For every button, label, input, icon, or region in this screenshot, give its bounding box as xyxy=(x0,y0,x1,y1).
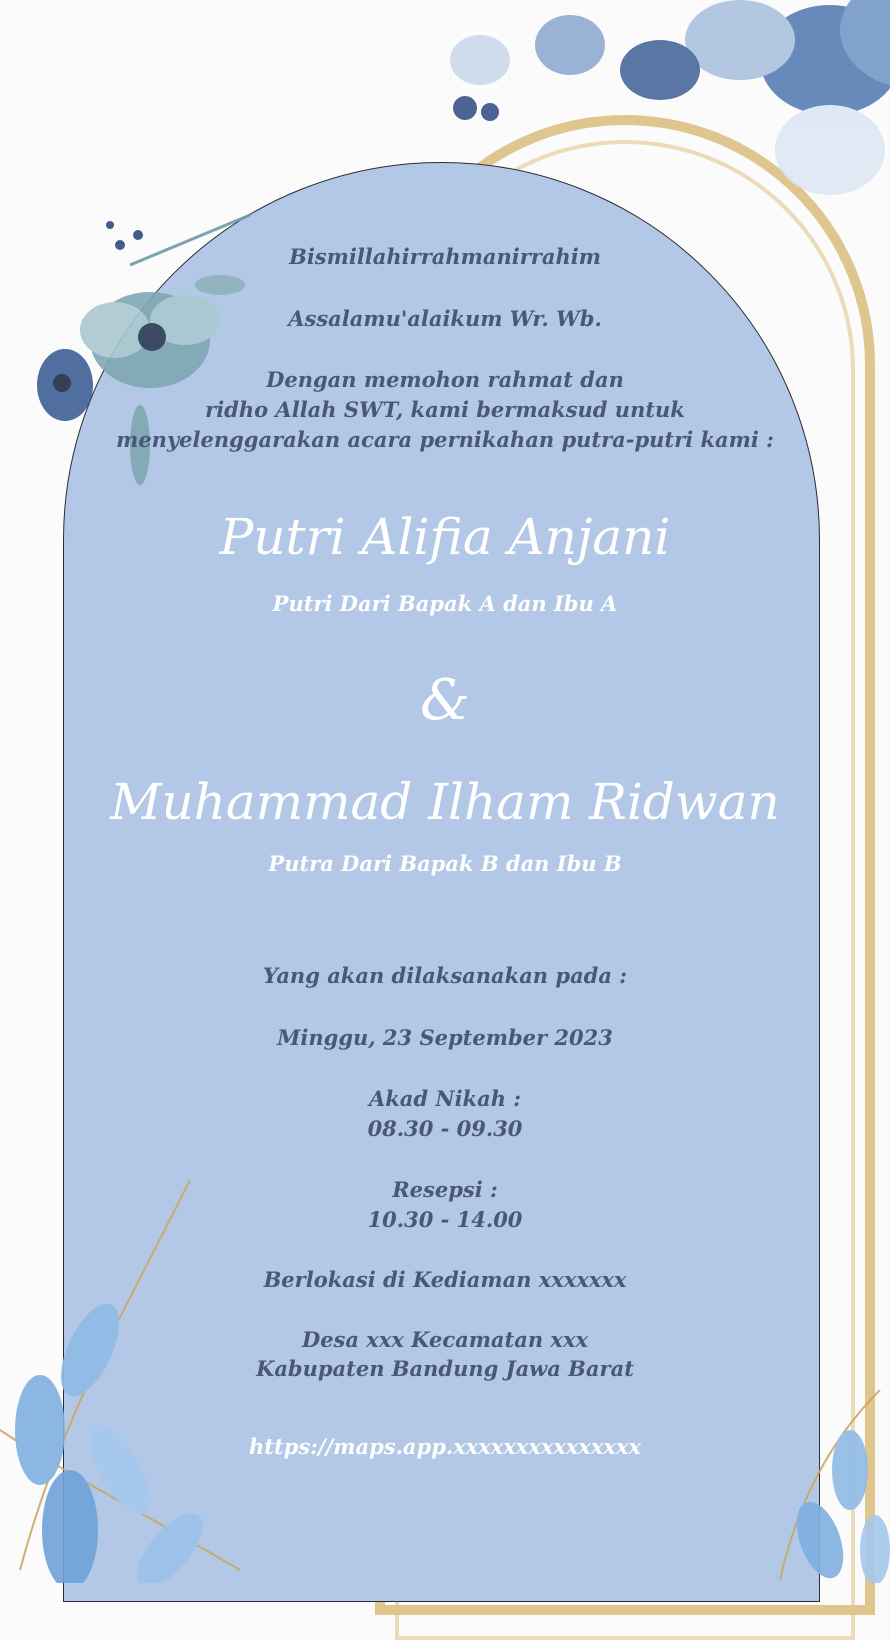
bride-name: Putri Alifia Anjani xyxy=(219,508,671,566)
akad-time: 08.30 - 09.30 xyxy=(367,1116,523,1141)
greeting-text: Assalamu'alaikum Wr. Wb. xyxy=(288,306,602,331)
intro-line-2: ridho Allah SWT, kami bermaksud untuk xyxy=(205,397,685,422)
address-line-1: Desa xxx Kecamatan xxx xyxy=(301,1327,588,1352)
resepsi-time: 10.30 - 14.00 xyxy=(367,1207,523,1232)
bottom-right-floral-icon xyxy=(760,1390,890,1583)
basmalah-text: Bismillahirrahmanirrahim xyxy=(289,244,601,269)
intro-line-3: menyelenggarakan acara pernikahan putra-putri kami : xyxy=(116,427,774,452)
ampersand: & xyxy=(420,668,470,733)
akad-label: Akad Nikah : xyxy=(368,1086,522,1111)
address-line-2: Kabupaten Bandung Jawa Barat xyxy=(256,1356,634,1381)
event-date: Minggu, 23 September 2023 xyxy=(277,1025,613,1050)
event-intro: Yang akan dilaksanakan pada : xyxy=(262,963,628,988)
intro-line-1: Dengan memohon rahmat dan xyxy=(266,367,624,392)
resepsi-label: Resepsi : xyxy=(392,1177,498,1202)
bride-parents: Putri Dari Bapak A dan Ibu A xyxy=(272,591,618,616)
groom-parents: Putra Dari Bapak B dan Ibu B xyxy=(268,851,622,876)
groom-name: Muhammad Ilham Ridwan xyxy=(110,773,780,831)
location-text: Berlokasi di Kediaman xxxxxxx xyxy=(263,1267,627,1292)
maps-link[interactable]: https://maps.app.xxxxxxxxxxxxxxx xyxy=(249,1434,641,1459)
